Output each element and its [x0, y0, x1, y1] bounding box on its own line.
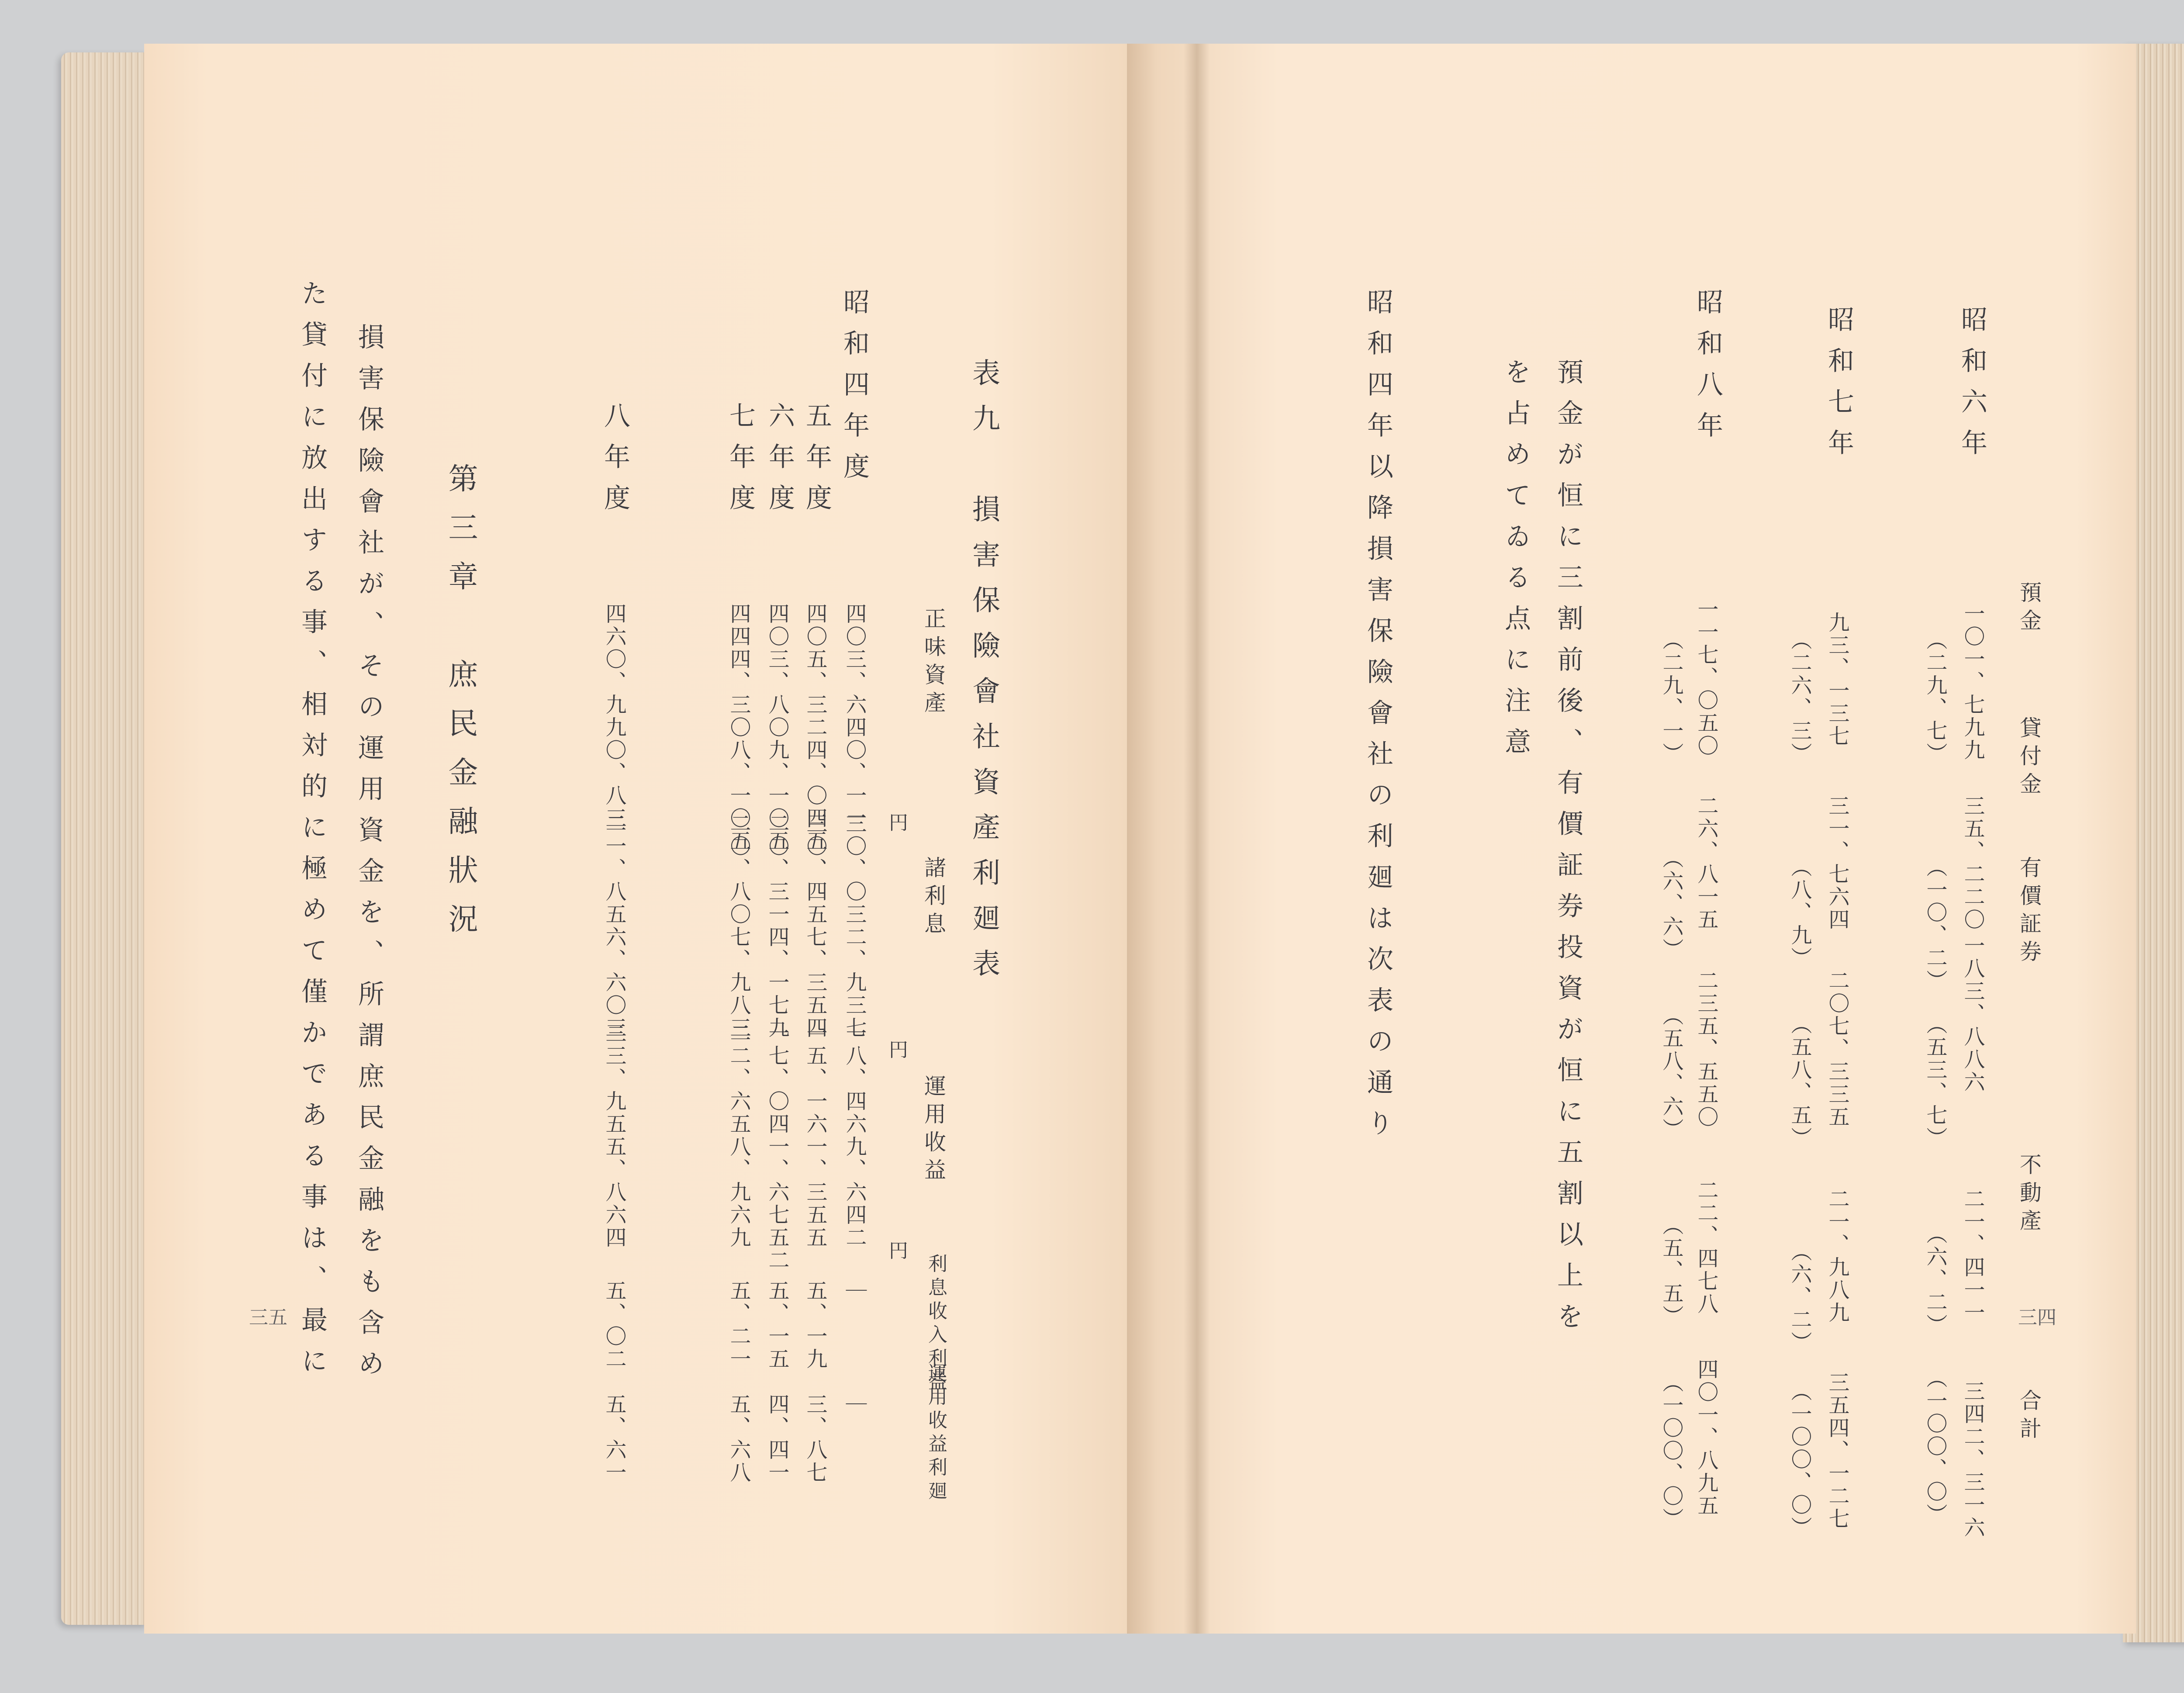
table-cell: 四四四、三〇八、一〇五 — [726, 603, 751, 853]
table-header: 諸利息 — [921, 856, 946, 940]
table-header: 正味資產 — [921, 607, 946, 719]
table-cell: 二二、四七八 — [1694, 1179, 1718, 1316]
row-year: 昭和四年度 — [839, 288, 870, 494]
table-header: 運用收益利廻 — [925, 1363, 947, 1504]
table-cell: 二〇、三一四、一七九 — [765, 812, 789, 1040]
table-header: 有價証券 — [2016, 856, 2042, 968]
row-year: 六年度 — [764, 402, 795, 525]
table-cell: 三三、九五五、八六四 — [602, 1022, 626, 1249]
table-cell: 一五、一六一、三五五 — [803, 1022, 827, 1249]
table-cell: 四〇一、八九五 — [1694, 1358, 1718, 1517]
row-year: 八年度 — [600, 402, 630, 525]
table-cell: 二〇七、三三五 — [1825, 970, 1849, 1129]
table-header: 利息收入利益 — [925, 1254, 947, 1395]
ratio-cell: （五三、七） — [1923, 1013, 1947, 1150]
table-cell: 三〇、四五七、三五四 — [803, 812, 827, 1040]
table-title: 表九 損害保險會社資產利廻表 — [968, 358, 1000, 994]
ratio-cell: （五八、六） — [1659, 1005, 1683, 1141]
chapter-title: 第三章 庶民金融狀況 — [443, 463, 478, 952]
unit-label: 円 — [885, 1240, 908, 1264]
table-cell: 二〇、八〇七、九八三 — [726, 812, 751, 1040]
table-cell: 五、一九 — [803, 1280, 827, 1371]
table-cell: 四〇三、六四〇、一一 — [842, 603, 867, 830]
table-cell: 三五、二二〇 — [1960, 795, 1985, 931]
ratio-cell: （六、二） — [1923, 1223, 1947, 1337]
table-header: 合計 — [2016, 1389, 2042, 1445]
table-cell: ｜ — [842, 1393, 867, 1416]
left-page-edges — [61, 52, 149, 1625]
table-cell: 三〇、〇三二、九三七 — [842, 812, 867, 1040]
table-cell: 三一、七六四 — [1825, 795, 1849, 931]
table-cell: 二二、六五八、九六九 — [726, 1022, 751, 1249]
table-cell: 一七、〇四一、六七五二 — [765, 1022, 789, 1272]
ratio-cell: （二九、七） — [1923, 629, 1947, 765]
body-line: た貸付に放出する事、相対的に極めて僅かである事は、最に — [297, 280, 328, 1388]
table-cell: 四〇五、三二四、〇四五 — [803, 603, 827, 853]
table-cell: 五、一五 — [765, 1280, 789, 1371]
table-cell: 四六〇、九九〇、八三 — [602, 603, 626, 830]
table-header: 運用收益 — [921, 1075, 946, 1186]
table-cell: 一八、四六九、六四二 — [842, 1022, 867, 1249]
table-header: 預金 — [2016, 581, 2042, 637]
body-line: 昭和四年以降損害保險會社の利廻は次表の通り — [1363, 288, 1393, 1151]
table-cell: 二一、九八九 — [1825, 1188, 1849, 1324]
table-cell: 一一七、〇五〇 — [1694, 598, 1718, 757]
ratio-cell: （六、二） — [1787, 1240, 1812, 1354]
table-cell: 二三五、五五〇 — [1694, 970, 1718, 1129]
ratio-cell: （五八、五） — [1787, 1013, 1812, 1150]
ratio-cell: （一〇〇、〇） — [1923, 1367, 1947, 1526]
ratio-cell: （八、九） — [1787, 856, 1812, 970]
table-cell: 二一、四一一 — [1960, 1188, 1985, 1324]
table-cell: 四〇三、八〇九、一〇五 — [765, 603, 789, 853]
unit-label: 円 — [885, 1040, 908, 1063]
ratio-cell: （六、六） — [1659, 847, 1683, 961]
table-cell: 二六、八一五 — [1694, 795, 1718, 931]
table-cell: 三五四、一二七 — [1825, 1372, 1849, 1531]
row-year: 昭和六年 — [1957, 306, 1987, 470]
table-cell: ｜ — [842, 1280, 867, 1303]
row-year: 昭和七年 — [1824, 306, 1854, 470]
table-cell: 一〇一、七九九 — [1960, 603, 1985, 762]
table-cell: 五、〇二 — [602, 1280, 626, 1371]
row-year: 七年度 — [725, 402, 756, 525]
ratio-cell: （一〇〇、〇） — [1787, 1380, 1812, 1539]
body-line: 預金が恒に三割前後、有價証券投資が恒に五割以上を — [1553, 358, 1583, 1344]
table-cell: 五、六一 — [602, 1393, 626, 1484]
ratio-cell: （二九、一） — [1659, 629, 1683, 765]
book-gutter — [1184, 44, 1210, 1634]
row-year: 五年度 — [802, 402, 832, 525]
table-cell: 三四二、三一六 — [1960, 1380, 1985, 1539]
right-page — [1127, 44, 2136, 1634]
ratio-cell: （二六、三） — [1787, 629, 1812, 765]
body-line: を占めてゐる点に注意 — [1500, 358, 1531, 769]
table-cell: 五、六八 — [726, 1393, 751, 1484]
ratio-cell: （五、五） — [1659, 1214, 1683, 1328]
ratio-cell: （一〇〇、〇） — [1659, 1372, 1683, 1531]
body-line: 損害保險會社が、その運用資金を、所謂庶民金融をも含め — [354, 323, 384, 1391]
table-cell: 一八三、八八六 — [1960, 935, 1985, 1094]
table-cell: 二一、八五六、六〇三 — [602, 812, 626, 1040]
page-number: 三五 — [249, 1306, 287, 1329]
left-page — [144, 44, 1201, 1634]
table-header: 不動產 — [2016, 1153, 2042, 1237]
table-cell: 三、八七 — [803, 1393, 827, 1484]
table-header: 貸付金 — [2016, 716, 2042, 800]
ratio-cell: （一〇、二） — [1923, 856, 1947, 992]
page-number: 三四 — [2018, 1306, 2056, 1329]
unit-label: 円 — [885, 812, 908, 836]
open-book — [61, 44, 2184, 1651]
row-year: 昭和八年 — [1693, 288, 1723, 453]
table-cell: 九三、一三七 — [1825, 612, 1849, 748]
table-cell: 五、二一 — [726, 1280, 751, 1371]
table-cell: 四、四一 — [765, 1393, 789, 1484]
